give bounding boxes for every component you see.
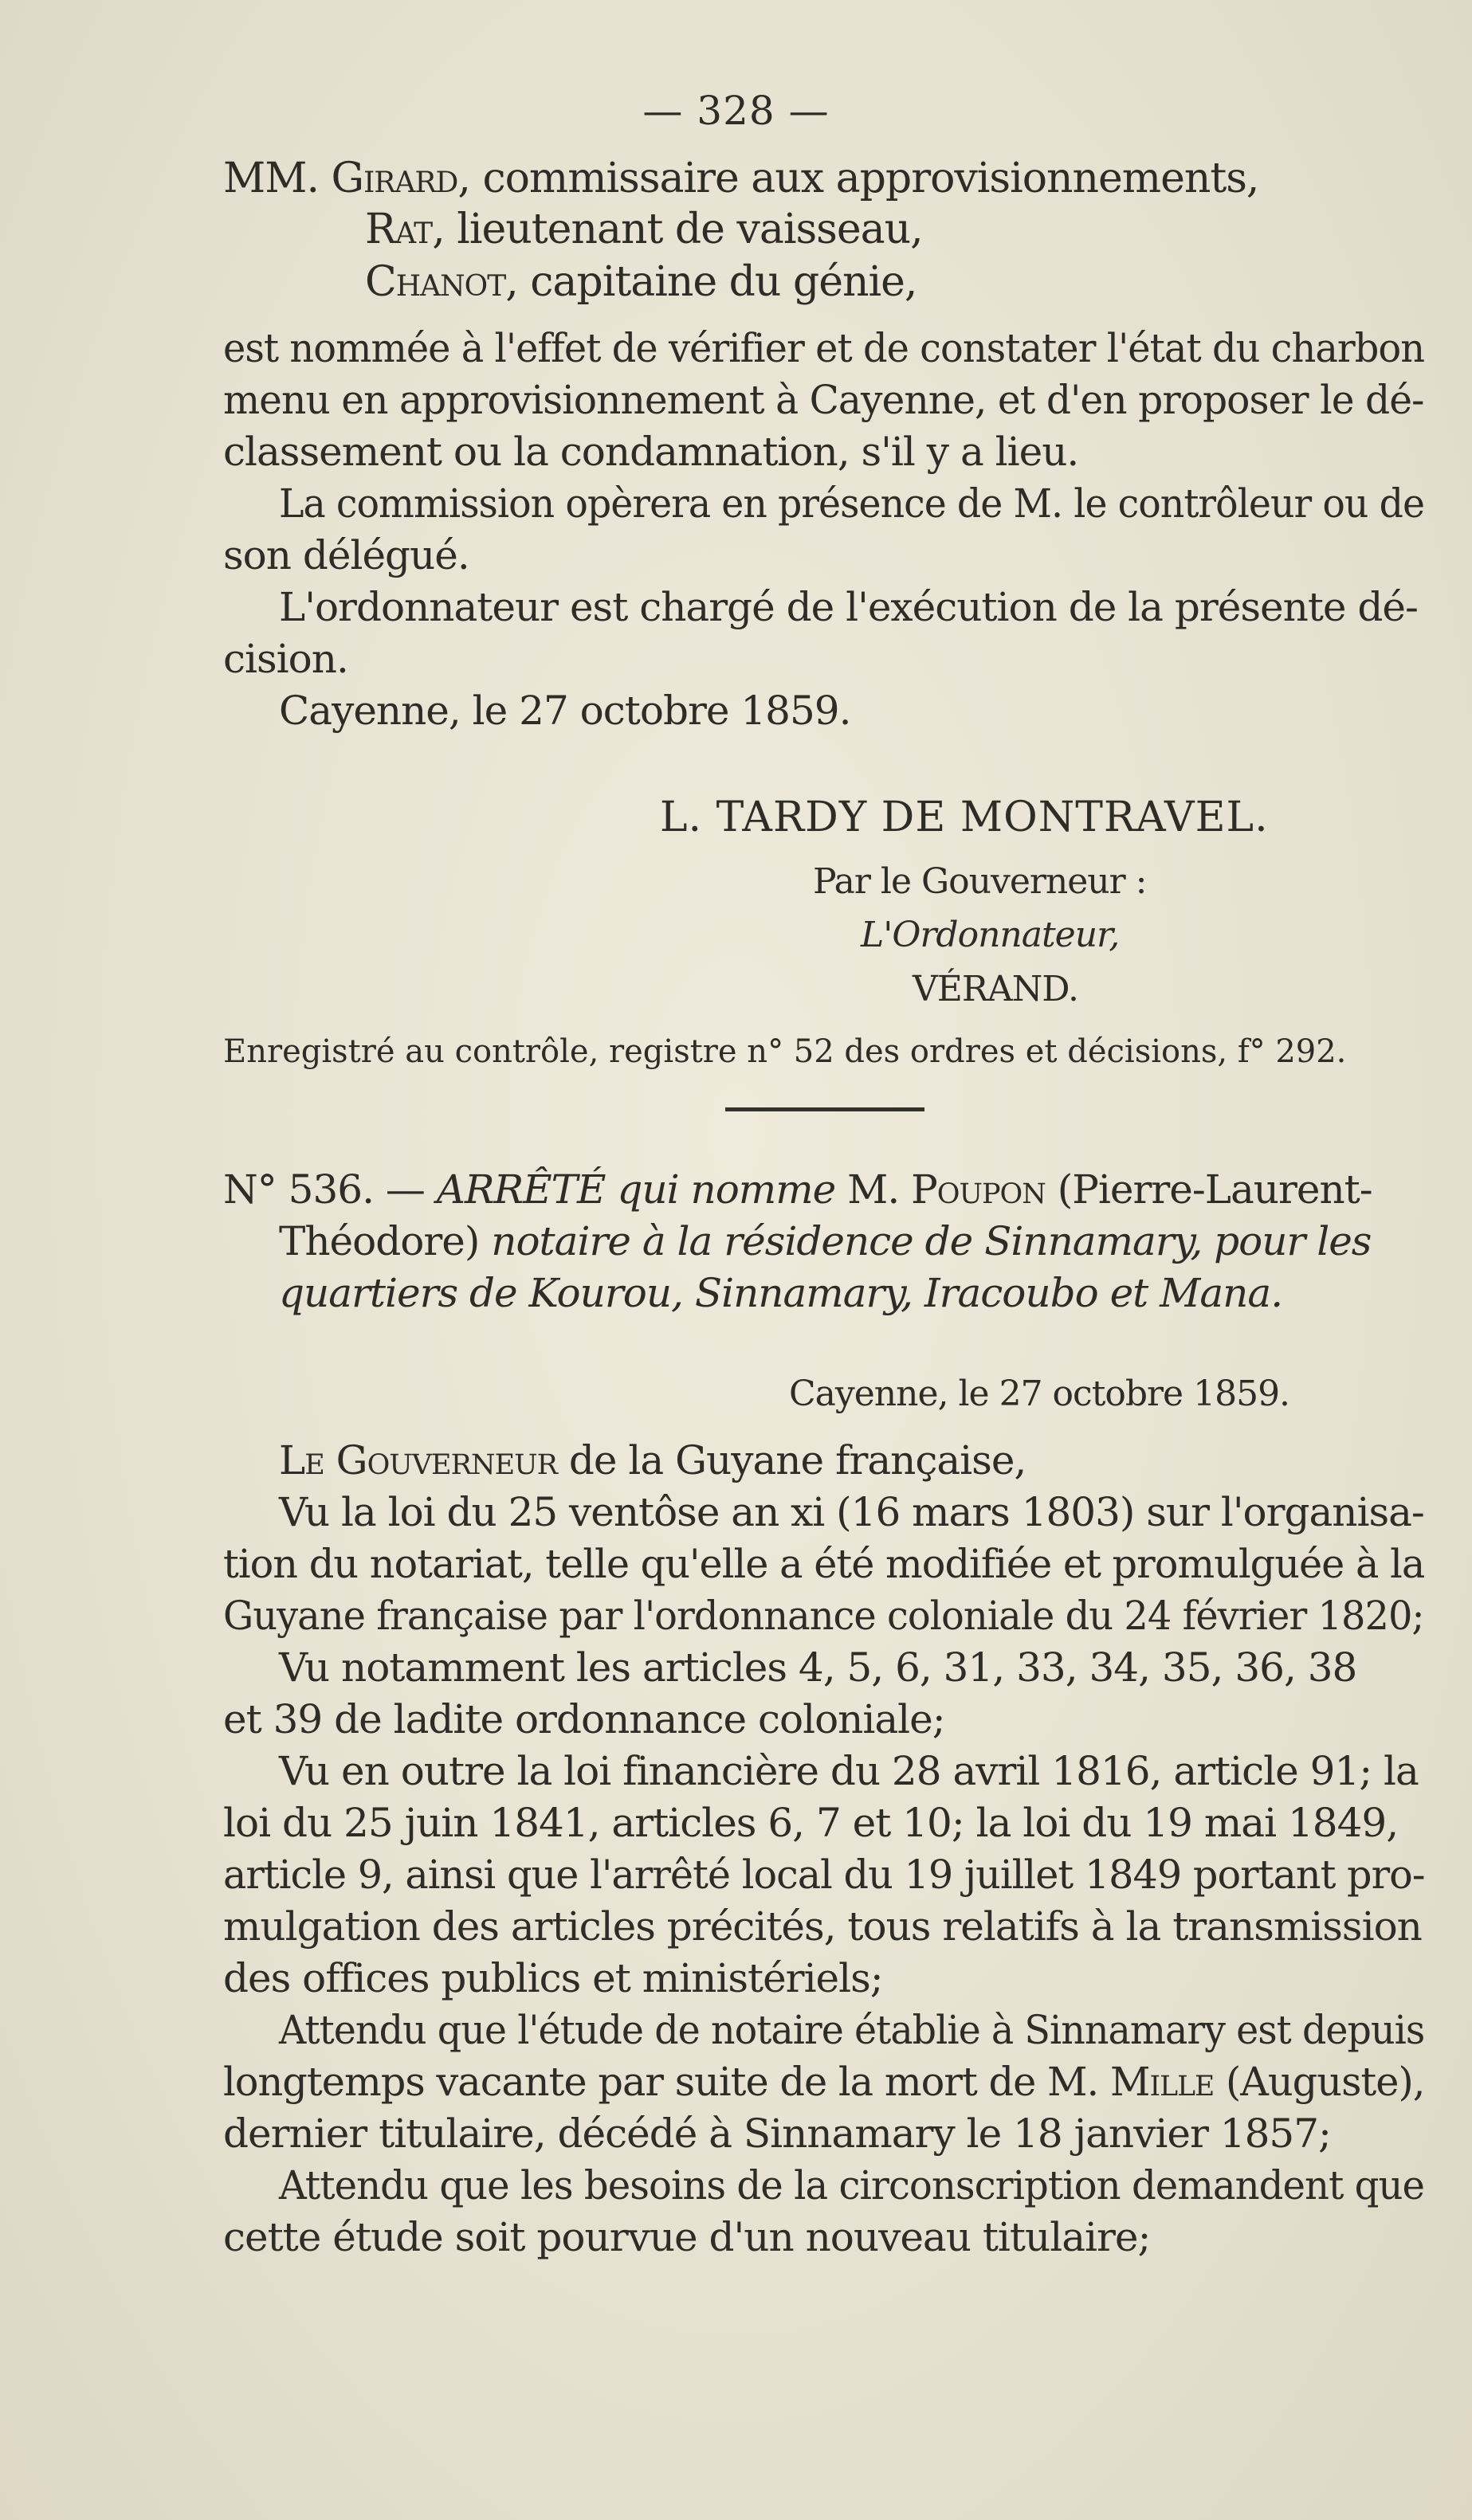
par-le-gouverneur: Par le Gouverneur : <box>813 861 1147 902</box>
body-line: classement ou la condamnation, s'il y a lieu. <box>223 429 1079 475</box>
arrete-heading-line-2 <box>279 1218 1372 1264</box>
member-chanot <box>365 258 917 306</box>
member-girard <box>223 155 1259 202</box>
person-name: Mille <box>1109 2059 1215 2105</box>
body-line: cision. <box>223 636 348 682</box>
body-line: tion du notariat, telle qu'elle a été modifiée et promulguée à la <box>223 1541 1425 1587</box>
body-line: Vu en outre la loi financière du 28 avril 1816, article 91; la <box>279 1748 1419 1794</box>
registration-note: Enregistré au contrôle, registre n° 52 des ordres et décisions, f° 292. <box>223 1033 1347 1070</box>
body-line: et 39 de ladite ordonnance coloniale; <box>223 1696 945 1742</box>
body-line: Attendu que les besoins de la circonscription demandent que <box>279 2162 1425 2208</box>
body-line: L'ordonnateur est chargé de l'exécution de la présente dé- <box>279 584 1418 630</box>
body-line: son délégué. <box>223 532 469 578</box>
heading-italic: notaire à la résidence de Sinnamary, pour les <box>491 1218 1372 1264</box>
member-rat <box>365 206 923 253</box>
ordonnateur-name: VÉRAND. <box>913 969 1078 1009</box>
signature: L. TARDY DE MONTRAVEL. <box>660 794 1269 841</box>
heading-text: (Pierre-Laurent- <box>1045 1166 1372 1213</box>
body-line: Vu notamment les articles 4, 5, 6, 31, 33, 34, 35, 36, 38 <box>279 1644 1357 1691</box>
member-role: , capitaine du génie, <box>505 258 917 306</box>
member-name: Rat <box>365 206 433 253</box>
body-line: des offices publics et ministériels; <box>223 1955 883 2001</box>
decision-date: Cayenne, le 27 octobre 1859. <box>279 688 851 734</box>
member-role: , commissaire aux approvisionnements, <box>457 155 1259 202</box>
body-line: La commission opèrera en présence de M. le contrôleur ou de <box>279 480 1425 527</box>
le-gouverneur <box>279 1437 1026 1483</box>
body-line: cette étude soit pourvue d'un nouveau titulaire; <box>223 2214 1151 2260</box>
member-name: Chanot <box>365 258 506 306</box>
arrete-number: N° 536. — <box>223 1166 437 1213</box>
body-line <box>223 2059 1425 2105</box>
member-prefix: MM. <box>223 155 332 202</box>
member-name: Girard <box>331 155 458 202</box>
arrete-heading-line-1 <box>223 1166 1372 1213</box>
member-role: , lieutenant de vaisseau, <box>432 206 923 253</box>
heading-text: Théodore) <box>279 1218 492 1264</box>
body-line: Vu la loi du 25 ventôse an xi (16 mars 1803) sur l'organisa- <box>279 1489 1424 1535</box>
le-gouverneur-rest: de la Guyane française, <box>556 1437 1026 1483</box>
body-text: longtemps vacante par suite de la mort de M. <box>223 2059 1110 2105</box>
le-gouverneur-caps: Le Gouverneur <box>279 1437 557 1483</box>
ordonnateur-title: L'Ordonnateur, <box>861 915 1120 955</box>
heading-italic: ARRÊTÉ qui nomme <box>436 1166 836 1213</box>
body-line: mulgation des articles précités, tous relatifs à la transmission <box>223 1903 1422 1950</box>
body-text: (Auguste), <box>1214 2059 1425 2105</box>
section-divider <box>725 1107 924 1111</box>
heading-text: M. <box>835 1166 912 1213</box>
body-line: Guyane française par l'ordonnance coloniale du 24 février 1820; <box>223 1593 1424 1639</box>
body-line: est nommée à l'effet de vérifier et de constater l'état du charbon <box>223 325 1425 371</box>
body-line: dernier titulaire, décédé à Sinnamary le 18 janvier 1857; <box>223 2110 1331 2157</box>
body-line: menu en approvisionnement à Cayenne, et d'en proposer le dé- <box>223 377 1424 423</box>
body-line: Attendu que l'étude de notaire établie à Sinnamary est depuis <box>279 2007 1425 2053</box>
heading-name: Poupon <box>911 1166 1046 1213</box>
page-number: — 328 — <box>642 88 830 134</box>
body-line: loi du 25 juin 1841, articles 6, 7 et 10; la loi du 19 mai 1849, <box>223 1800 1399 1846</box>
arrete-date: Cayenne, le 27 octobre 1859. <box>789 1374 1290 1414</box>
body-line: article 9, ainsi que l'arrêté local du 19 juillet 1849 portant pro- <box>223 1852 1425 1898</box>
arrete-heading-line-3: quartiers de Kourou, Sinnamary, Iracoubo et Mana. <box>279 1270 1283 1316</box>
